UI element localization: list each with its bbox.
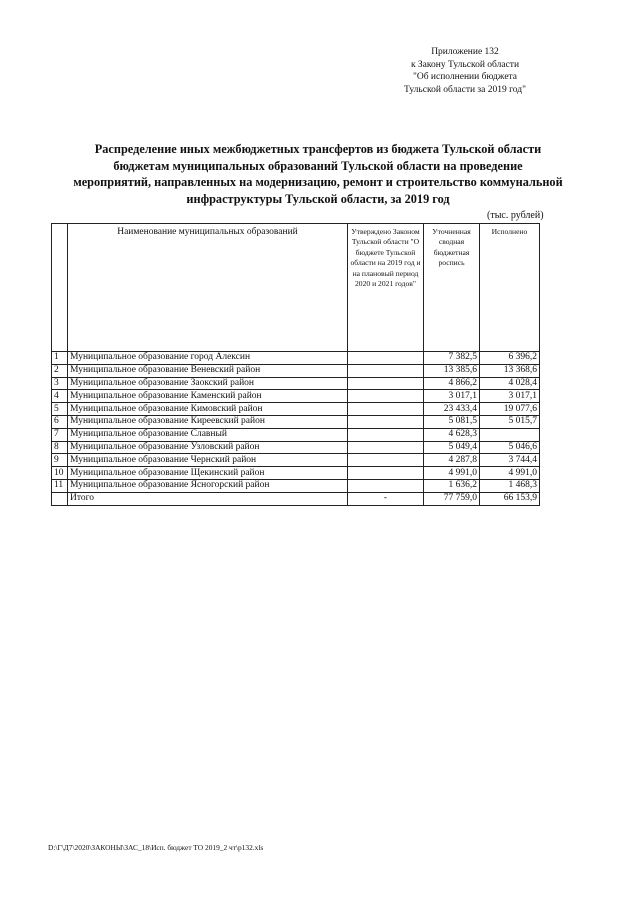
table-row [52, 390, 540, 403]
row-name: Муниципальное образование Щекинский район [68, 467, 348, 480]
table-row [52, 403, 540, 416]
row-refined: 23 433,4 [424, 403, 480, 416]
row-name: Муниципальное образование Славный [68, 428, 348, 441]
row-approved [348, 377, 424, 390]
total-approved: - [348, 492, 424, 505]
appendix-line: "Об исполнении бюджета [412, 72, 518, 82]
file-path-footer: D:\Г\Д7\2020\ЗАКОНЫ\ЗАС_18\Исп. бюджет ТО 2019_2 чт\р132.xls [48, 843, 264, 852]
row-refined: 4 866,2 [424, 377, 480, 390]
row-name: Муниципальное образование Чернский район [68, 454, 348, 467]
total-refined: 77 759,0 [424, 492, 480, 505]
table-row [52, 479, 540, 492]
row-number: 1 [52, 352, 68, 365]
title-line: мероприятий, направленных на модернизацию, ремонт и строительство коммунальной [73, 175, 563, 189]
row-executed [480, 428, 540, 441]
row-refined: 1 636,2 [424, 479, 480, 492]
table-row [52, 467, 540, 480]
row-approved [348, 403, 424, 416]
row-executed: 6 396,2 [480, 352, 540, 365]
row-name: Муниципальное образование Ясногорский район [68, 479, 348, 492]
row-name: Муниципальное образование Веневский район [68, 364, 348, 377]
appendix-line: Тульской области за 2019 год" [404, 84, 526, 95]
header-refined: Уточненная сводная бюджетная роспись [424, 224, 480, 352]
row-executed: 4 028,4 [480, 377, 540, 390]
total-row [52, 492, 540, 505]
row-refined: 4 287,8 [424, 454, 480, 467]
table-row [52, 428, 540, 441]
table-row [52, 454, 540, 467]
row-approved [348, 467, 424, 480]
row-executed: 13 368,6 [480, 364, 540, 377]
header-number [52, 224, 68, 352]
row-approved [348, 441, 424, 454]
row-executed: 1 468,3 [480, 479, 540, 492]
row-number: 5 [52, 403, 68, 416]
title-line: Распределение иных межбюджетных трансфертов из бюджета Тульской области [94, 142, 542, 156]
header-name: Наименование муниципальных образований [68, 224, 348, 352]
total-number [52, 492, 68, 505]
row-refined: 13 385,6 [424, 364, 480, 377]
total-label: Итого [68, 492, 348, 505]
row-number: 11 [52, 479, 68, 492]
row-number: 2 [52, 364, 68, 377]
row-approved [348, 479, 424, 492]
document-title [20, 141, 616, 207]
row-executed: 4 991,0 [480, 467, 540, 480]
row-number: 7 [52, 428, 68, 441]
table-row [52, 352, 540, 365]
row-refined: 5 081,5 [424, 415, 480, 428]
appendix-line: Приложение 132 [431, 47, 499, 57]
row-name: Муниципальное образование Заокский район [68, 377, 348, 390]
header-approved: Утверждено Законом Тульской области "О бюджете Тульской области на 2019 год и на плановый период 2020 и 2021 годов" [348, 224, 424, 352]
total-executed: 66 153,9 [480, 492, 540, 505]
row-refined: 3 017,1 [424, 390, 480, 403]
row-number: 10 [52, 467, 68, 480]
title-line: бюджетам муниципальных образований Тульской области на проведение [113, 158, 523, 173]
title-line: инфраструктуры Тульской области, за 2019 год [186, 191, 450, 206]
row-executed: 5 046,6 [480, 441, 540, 454]
units-label: (тыс. рублей) [487, 210, 544, 221]
row-executed: 3 744,4 [480, 454, 540, 467]
header-executed: Исполнено [480, 224, 540, 352]
row-approved [348, 454, 424, 467]
table-row [52, 441, 540, 454]
table-row [52, 415, 540, 428]
appendix-block [370, 46, 560, 96]
transfers-table [51, 223, 540, 506]
row-refined: 5 049,4 [424, 441, 480, 454]
table-row [52, 364, 540, 377]
row-number: 9 [52, 454, 68, 467]
row-number: 6 [52, 415, 68, 428]
row-approved [348, 415, 424, 428]
row-executed: 19 077,6 [480, 403, 540, 416]
row-approved [348, 390, 424, 403]
row-approved [348, 352, 424, 365]
row-name: Муниципальное образование Кимовский район [68, 403, 348, 416]
table-header-row [52, 224, 540, 352]
row-name: Муниципальное образование город Алексин [68, 352, 348, 365]
row-number: 3 [52, 377, 68, 390]
appendix-line: к Закону Тульской области [410, 59, 520, 70]
row-refined: 4 991,0 [424, 467, 480, 480]
row-approved [348, 364, 424, 377]
row-executed: 5 015,7 [480, 415, 540, 428]
table-row [52, 377, 540, 390]
row-refined: 7 382,5 [424, 352, 480, 365]
row-approved [348, 428, 424, 441]
row-number: 4 [52, 390, 68, 403]
row-refined: 4 628,3 [424, 428, 480, 441]
row-executed: 3 017,1 [480, 390, 540, 403]
row-name: Муниципальное образование Узловский район [68, 441, 348, 454]
row-name: Муниципальное образование Каменский район [68, 390, 348, 403]
row-number: 8 [52, 441, 68, 454]
row-name: Муниципальное образование Киреевский район [68, 415, 348, 428]
